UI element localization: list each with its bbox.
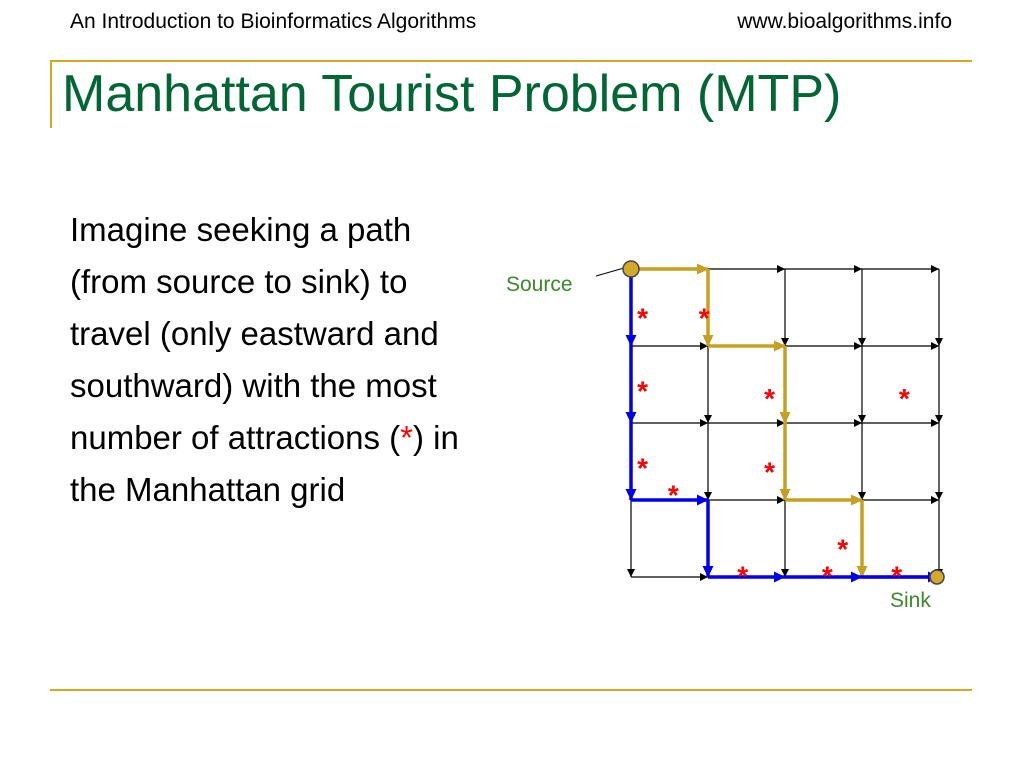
attraction-star: *: [898, 383, 910, 415]
attraction-star: *: [891, 560, 903, 592]
attraction-star: *: [764, 383, 776, 415]
header-website[interactable]: www.bioalgorithms.info: [737, 10, 952, 33]
sink-node: [930, 570, 944, 584]
attraction-star: *: [821, 560, 833, 592]
attraction-star: *: [837, 533, 849, 565]
accent-bottom-rule: [50, 689, 972, 691]
attraction-star-symbol: *: [400, 419, 413, 456]
source-label: Source: [506, 273, 573, 296]
attraction-star: *: [764, 456, 776, 488]
slide-title: Manhattan Tourist Problem (MTP): [62, 65, 842, 123]
header-course-title: An Introduction to Bioinformatics Algorithms: [70, 10, 477, 33]
sink-label: Sink: [890, 589, 931, 612]
attraction-star: *: [637, 452, 649, 484]
body-text-end: ) in the Manhattan grid: [70, 419, 459, 508]
attraction-star: *: [637, 302, 649, 334]
attraction-star: *: [637, 375, 649, 407]
body-text-start: Imagine seeking a path (from source to sink) to travel (only eastward and southward) with the most number of attractions (: [70, 211, 439, 456]
source-leader-line: [596, 268, 624, 276]
attraction-star: *: [667, 479, 679, 511]
attraction-star: *: [698, 302, 710, 334]
attraction-star: *: [737, 560, 749, 592]
source-node: [623, 261, 639, 277]
